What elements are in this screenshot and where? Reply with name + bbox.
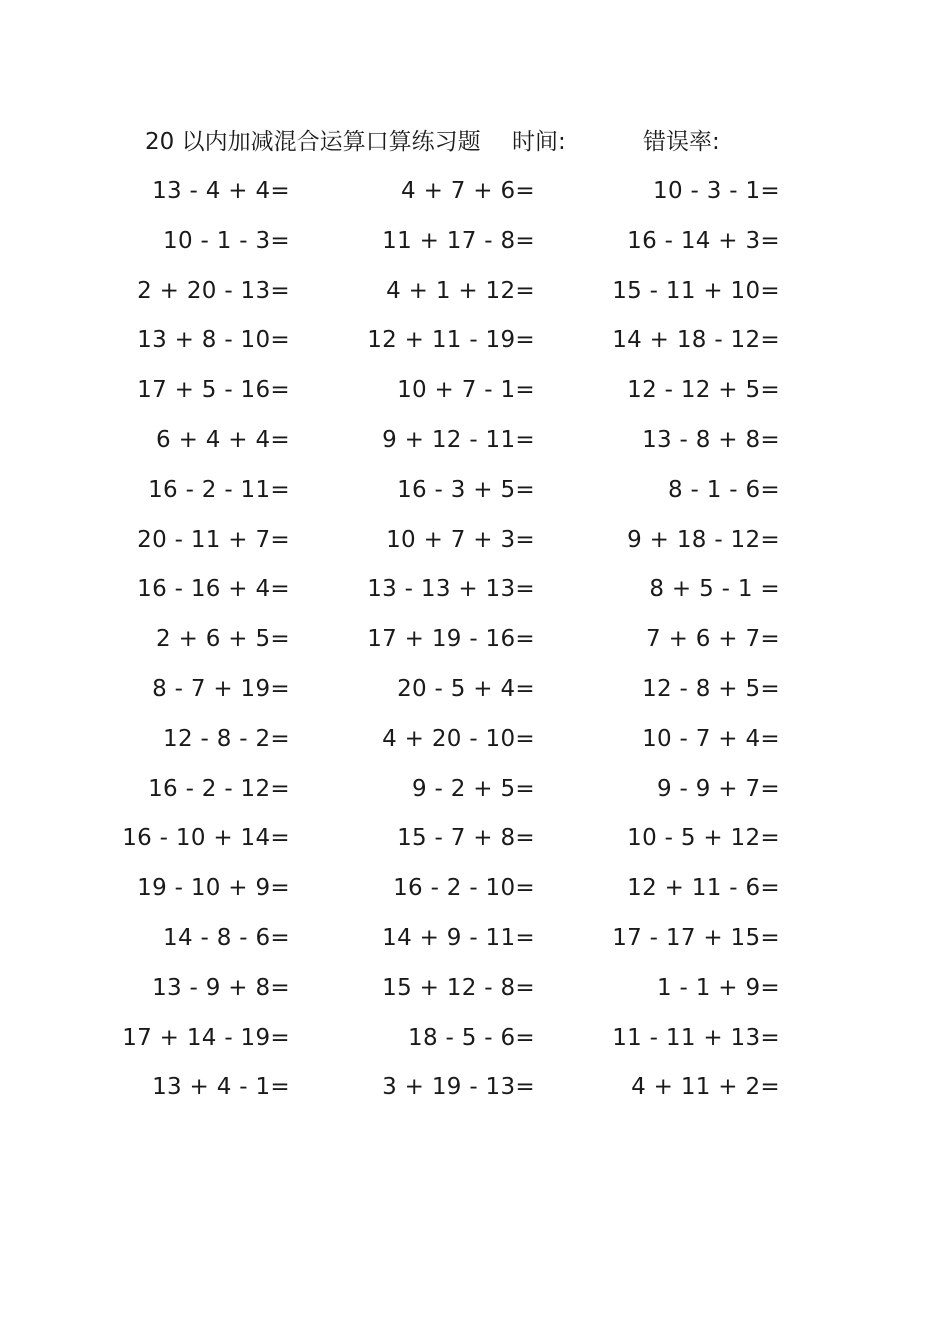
- problem-row: [0, 915, 950, 965]
- problem-item: 12 - 12 + 5=: [627, 377, 780, 404]
- time-label: 时间:: [512, 129, 566, 155]
- problem-row: [0, 467, 950, 517]
- problem-item: 15 - 7 + 8=: [397, 825, 535, 852]
- problem-item: 4 + 7 + 6=: [401, 178, 535, 204]
- problem-item: 8 - 1 - 6=: [667, 476, 780, 503]
- problem-item: 15 - 11 + 10=: [612, 277, 780, 304]
- problem-item: 16 - 10 + 14=: [122, 825, 290, 852]
- problem-item: 4 + 1 + 12=: [386, 277, 535, 304]
- problem-item: 14 - 8 - 6=: [163, 924, 290, 951]
- problem-item: 16 - 16 + 4=: [137, 576, 290, 603]
- problem-item: 17 + 5 - 16=: [137, 377, 290, 404]
- problem-item: 12 + 11 - 6=: [627, 875, 780, 902]
- problem-item: 16 - 2 - 10=: [393, 875, 535, 902]
- error-rate-label: 错误率:: [643, 129, 720, 155]
- problem-row: [0, 865, 950, 915]
- problem-item: 4 + 11 + 2=: [631, 1074, 780, 1101]
- problem-item: 8 + 5 - 1 =: [649, 576, 780, 603]
- problem-row: [0, 268, 950, 318]
- problem-item: 20 - 11 + 7=: [137, 526, 290, 553]
- problem-item: 18 - 5 - 6=: [408, 1024, 535, 1051]
- problem-row: [0, 815, 950, 865]
- problem-item: 8 - 7 + 19=: [152, 675, 290, 702]
- worksheet-title: 20 以内加减混合运算口算练习题: [145, 129, 481, 155]
- problem-item: 4 + 20 - 10=: [382, 725, 535, 752]
- problem-row: [0, 766, 950, 816]
- problem-row: [0, 417, 950, 467]
- problem-item: 12 - 8 + 5=: [642, 675, 780, 702]
- problem-row: [0, 965, 950, 1015]
- problem-item: 2 + 20 - 13=: [137, 277, 290, 304]
- problem-item: 11 + 17 - 8=: [382, 227, 535, 254]
- problem-item: 10 - 3 - 1=: [653, 178, 780, 204]
- problem-item: 9 + 12 - 11=: [382, 426, 535, 453]
- problem-item: 11 - 11 + 13=: [612, 1024, 780, 1051]
- problem-item: 12 + 11 - 19=: [367, 327, 535, 354]
- problem-item: 12 - 8 - 2=: [163, 725, 290, 752]
- problem-item: 19 - 10 + 9=: [137, 875, 290, 902]
- problem-item: 13 - 8 + 8=: [642, 426, 780, 453]
- problem-item: 13 + 4 - 1=: [152, 1074, 290, 1101]
- problem-item: 3 + 19 - 13=: [382, 1074, 535, 1101]
- problem-row: [0, 1064, 950, 1114]
- problem-row: [0, 317, 950, 367]
- problem-grid: [0, 168, 950, 1114]
- problem-item: 10 + 7 - 1=: [397, 377, 535, 404]
- problem-item: 13 - 9 + 8=: [152, 974, 290, 1001]
- problem-item: 9 - 9 + 7=: [657, 775, 780, 802]
- problem-row: [0, 1015, 950, 1065]
- problem-row: [0, 616, 950, 666]
- problem-item: 9 - 2 + 5=: [412, 775, 535, 802]
- problem-item: 16 - 3 + 5=: [397, 476, 535, 503]
- problem-item: 16 - 2 - 11=: [148, 476, 290, 503]
- problem-item: 13 - 4 + 4=: [152, 178, 290, 204]
- problem-item: 15 + 12 - 8=: [382, 974, 535, 1001]
- problem-row: [0, 218, 950, 268]
- problem-item: 7 + 6 + 7=: [646, 626, 780, 653]
- problem-item: 1 - 1 + 9=: [657, 974, 780, 1001]
- problem-item: 2 + 6 + 5=: [156, 626, 290, 653]
- problem-item: 9 + 18 - 12=: [627, 526, 780, 553]
- problem-row: [0, 517, 950, 567]
- problem-item: 16 - 14 + 3=: [627, 227, 780, 254]
- problem-row: [0, 566, 950, 616]
- problem-item: 13 + 8 - 10=: [137, 327, 290, 354]
- problem-item: 10 - 5 + 12=: [627, 825, 780, 852]
- problem-item: 17 + 19 - 16=: [367, 626, 535, 653]
- problem-item: 13 - 13 + 13=: [367, 576, 535, 603]
- problem-item: 10 - 7 + 4=: [642, 725, 780, 752]
- problem-item: 14 + 18 - 12=: [612, 327, 780, 354]
- problem-item: 10 + 7 + 3=: [386, 526, 535, 553]
- problem-item: 10 - 1 - 3=: [163, 227, 290, 254]
- problem-item: 17 - 17 + 15=: [612, 924, 780, 951]
- problem-row: [0, 716, 950, 766]
- problem-row: [0, 168, 950, 218]
- problem-item: 14 + 9 - 11=: [382, 924, 535, 951]
- problem-item: 6 + 4 + 4=: [156, 426, 290, 453]
- worksheet-header: [0, 124, 950, 160]
- problem-row: [0, 367, 950, 417]
- problem-item: 16 - 2 - 12=: [148, 775, 290, 802]
- problem-item: 20 - 5 + 4=: [397, 675, 535, 702]
- problem-row: [0, 666, 950, 716]
- problem-item: 17 + 14 - 19=: [122, 1024, 290, 1051]
